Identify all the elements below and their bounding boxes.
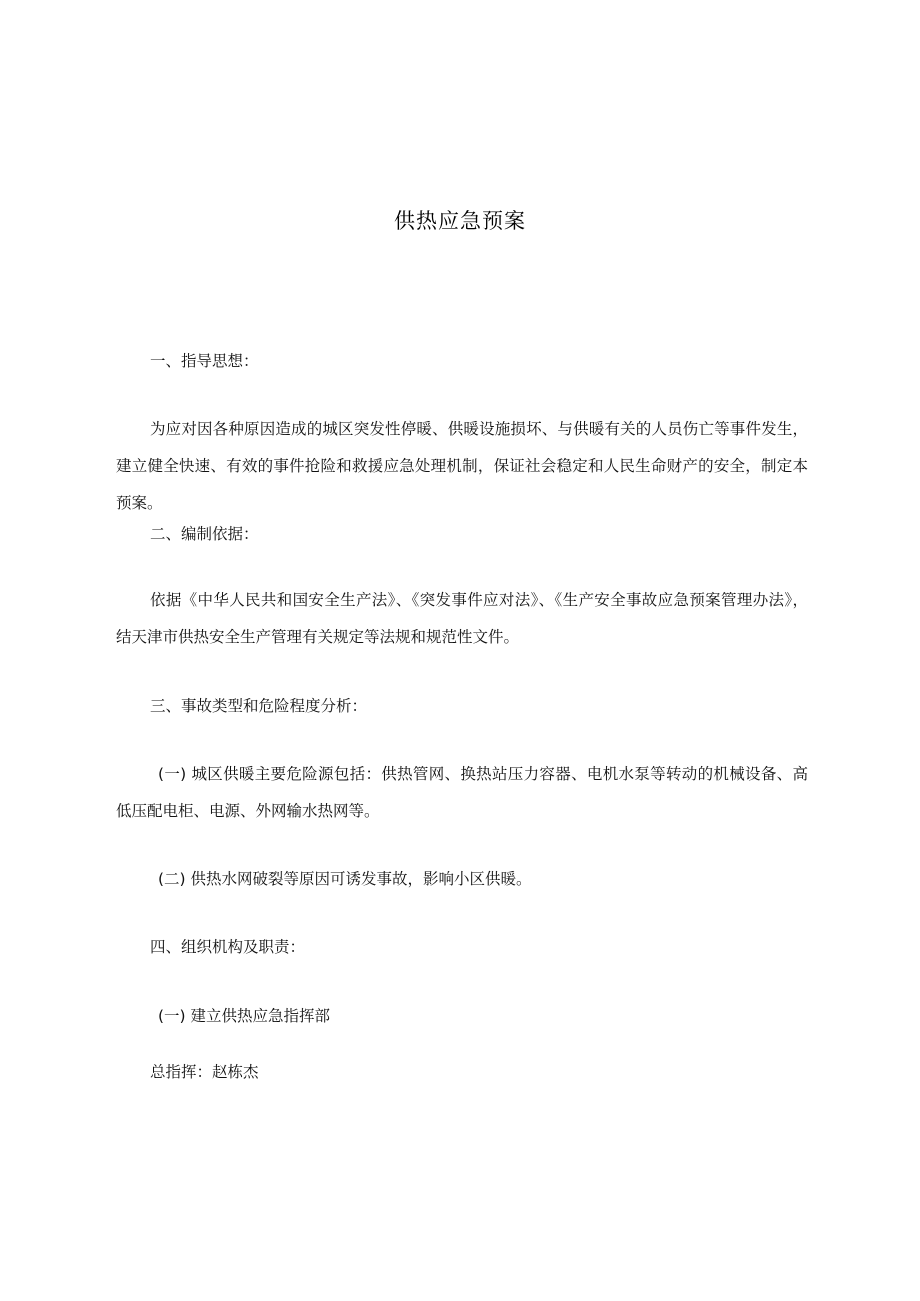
paragraph-basis: 依据《中华人民共和国安全生产法》、《突发事件应对法》、《生产安全事故应急预案管理办法》，结天津市供热安全生产管理有关规定等法规和规范性文件。	[116, 591, 808, 646]
section-heading-organization: 四、组织机构及职责：	[150, 938, 306, 956]
paragraph-guiding-thought: 为应对因各种原因造成的城区突发性停暖、供暖设施损坏、与供暖有关的人员伤亡等事件发生，建立健全快速、有效的事件抢险和救援应急处理机制，保证社会稳定和人民生命财产的安全，制定本预案。	[116, 420, 808, 512]
list-item-accident-causes: (二) 供热水网破裂等原因可诱发事故，影响小区供暖。	[158, 870, 532, 888]
section-heading-accident-types: 三、事故类型和危险程度分析：	[150, 697, 368, 715]
section-heading-basis: 二、编制依据：	[150, 525, 259, 543]
list-item-hazard-sources: (一) 城区供暖主要危险源包括：供热管网、换热站压力容器、电机水泵等转动的机械设备、高低压配电柜、电源、外网输水热网等。	[116, 765, 808, 820]
list-item-command-center: (一) 建立供热应急指挥部	[158, 1007, 331, 1025]
section-heading-guiding-thought: 一、指导思想：	[150, 352, 259, 370]
page-title: 供热应急预案	[394, 209, 526, 233]
commander-line: 总指挥：赵栋杰	[150, 1063, 259, 1081]
